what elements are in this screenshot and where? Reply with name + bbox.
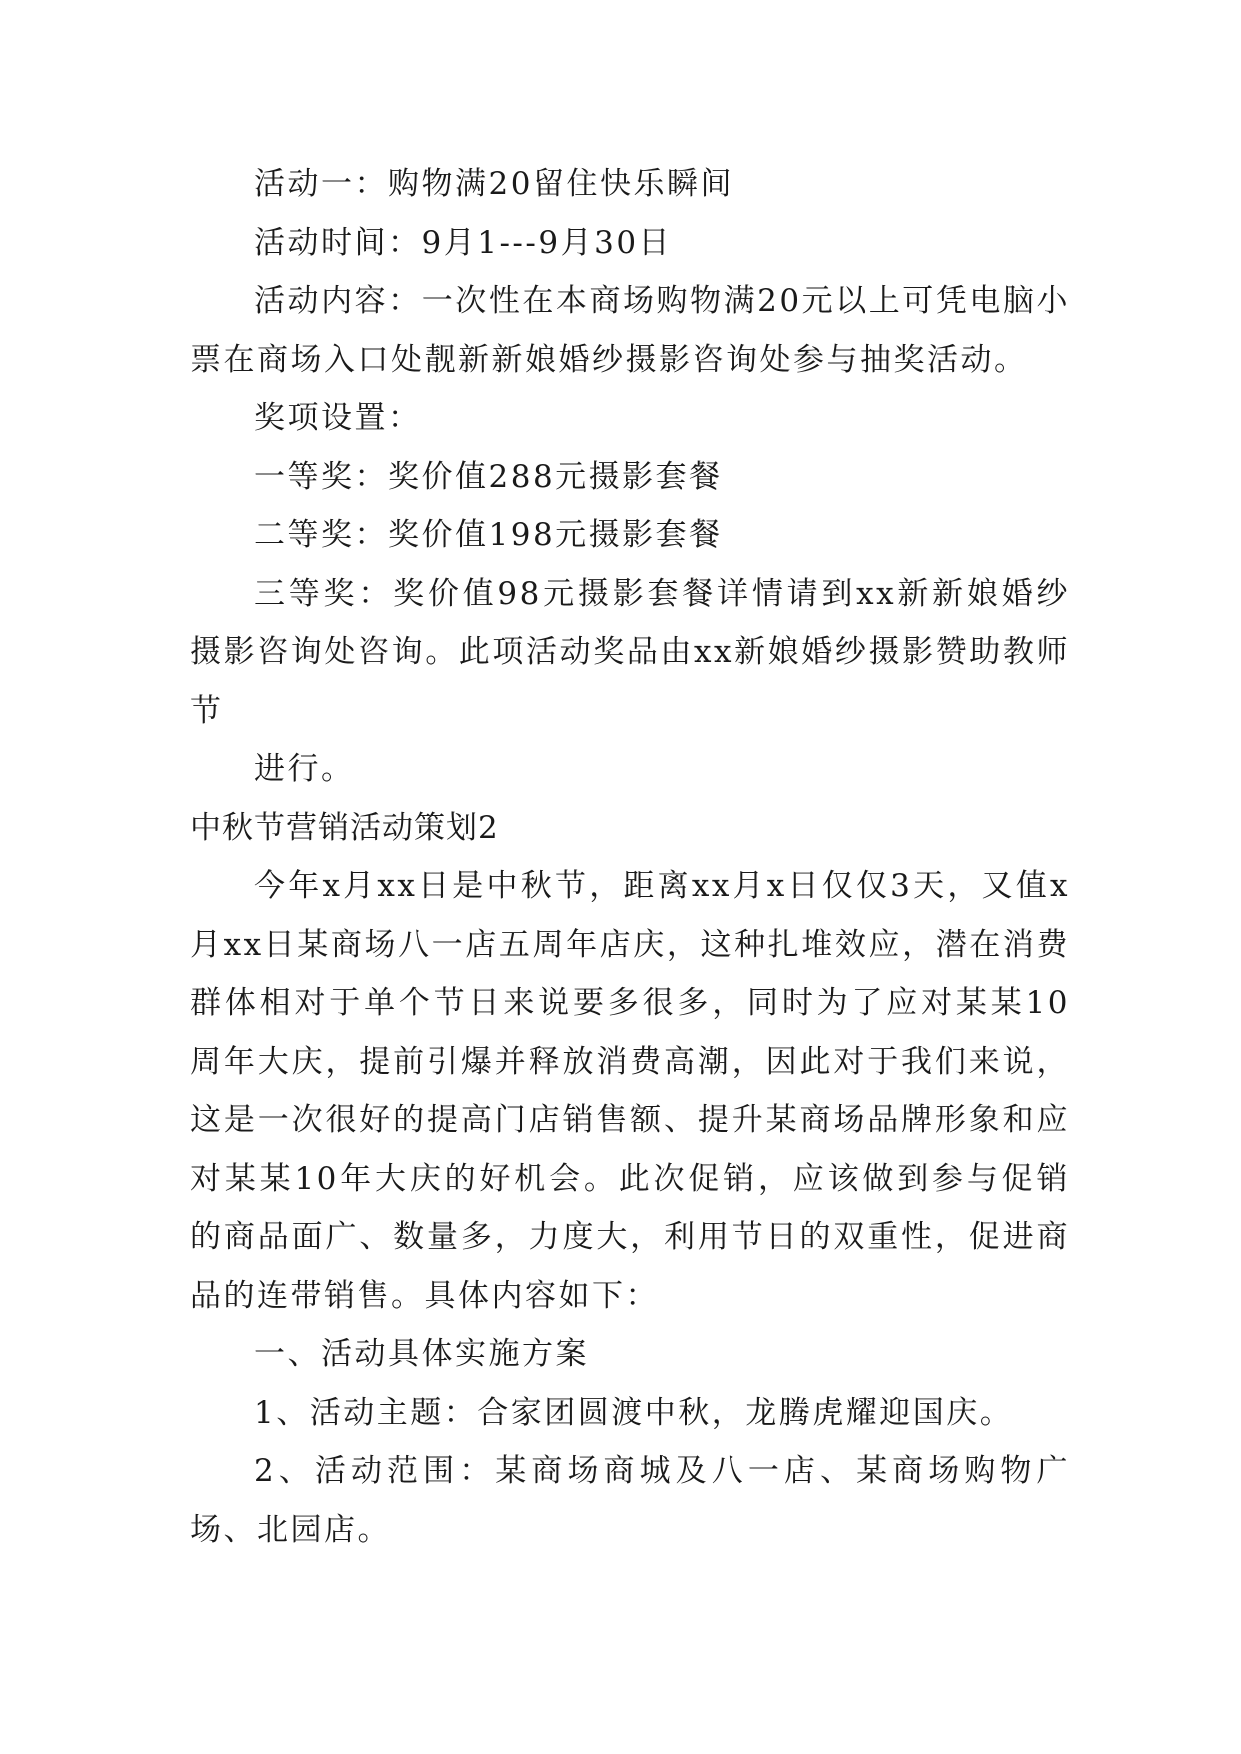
intro-paragraph: 今年x月xx日是中秋节，距离xx月x日仅仅3天，又值x月xx日某商场八一店五周年店庆，这种扎堆效应，潜在消费群体相对于单个节日来说要多很多，同时为了应对某某10周年大庆，提前引爆并释放消费高潮，因此对于我们来说，这是一次很好的提高门店销售额、提升某商场品牌形象和应对某某10年大庆的好机会。此次促销，应该做到参与促销的商品面广、数量多，力度大，利用节日的双重性，促进商品的连带销售。具体内容如下：: [190, 868, 1070, 1314]
section-title: 中秋节营销活动策划2: [190, 809, 499, 846]
activity-content: 活动内容：一次性在本商场购物满20元以上可凭电脑小票在商场入口处靓新新娘婚纱摄影咨询处参与抽奖活动。: [190, 283, 1070, 378]
plan-heading: 一、活动具体实施方案: [254, 1336, 589, 1372]
second-prize: 二等奖：奖价值198元摄影套餐: [254, 517, 723, 553]
third-prize: 三等奖：奖价值98元摄影套餐详情请到xx新新娘婚纱摄影咨询处咨询。此项活动奖品由xx新娘婚纱摄影赞助教师节: [190, 575, 1070, 729]
document-body: [190, 155, 1070, 1559]
activity-theme: 1、活动主题：合家团圆渡中秋，龙腾虎耀迎国庆。: [254, 1394, 1014, 1431]
prize-settings-heading: 奖项设置：: [254, 400, 422, 436]
activity-scope: 2、活动范围：某商场商城及八一店、某商场购物广场、北园店。: [190, 1453, 1070, 1548]
first-prize: 一等奖：奖价值288元摄影套餐: [254, 458, 723, 495]
activity-time: 活动时间：9月1---9月30日: [254, 224, 673, 261]
proceed-line: 进行。: [254, 751, 355, 787]
activity-one-heading: 活动一：购物满20留住快乐瞬间: [254, 166, 734, 202]
